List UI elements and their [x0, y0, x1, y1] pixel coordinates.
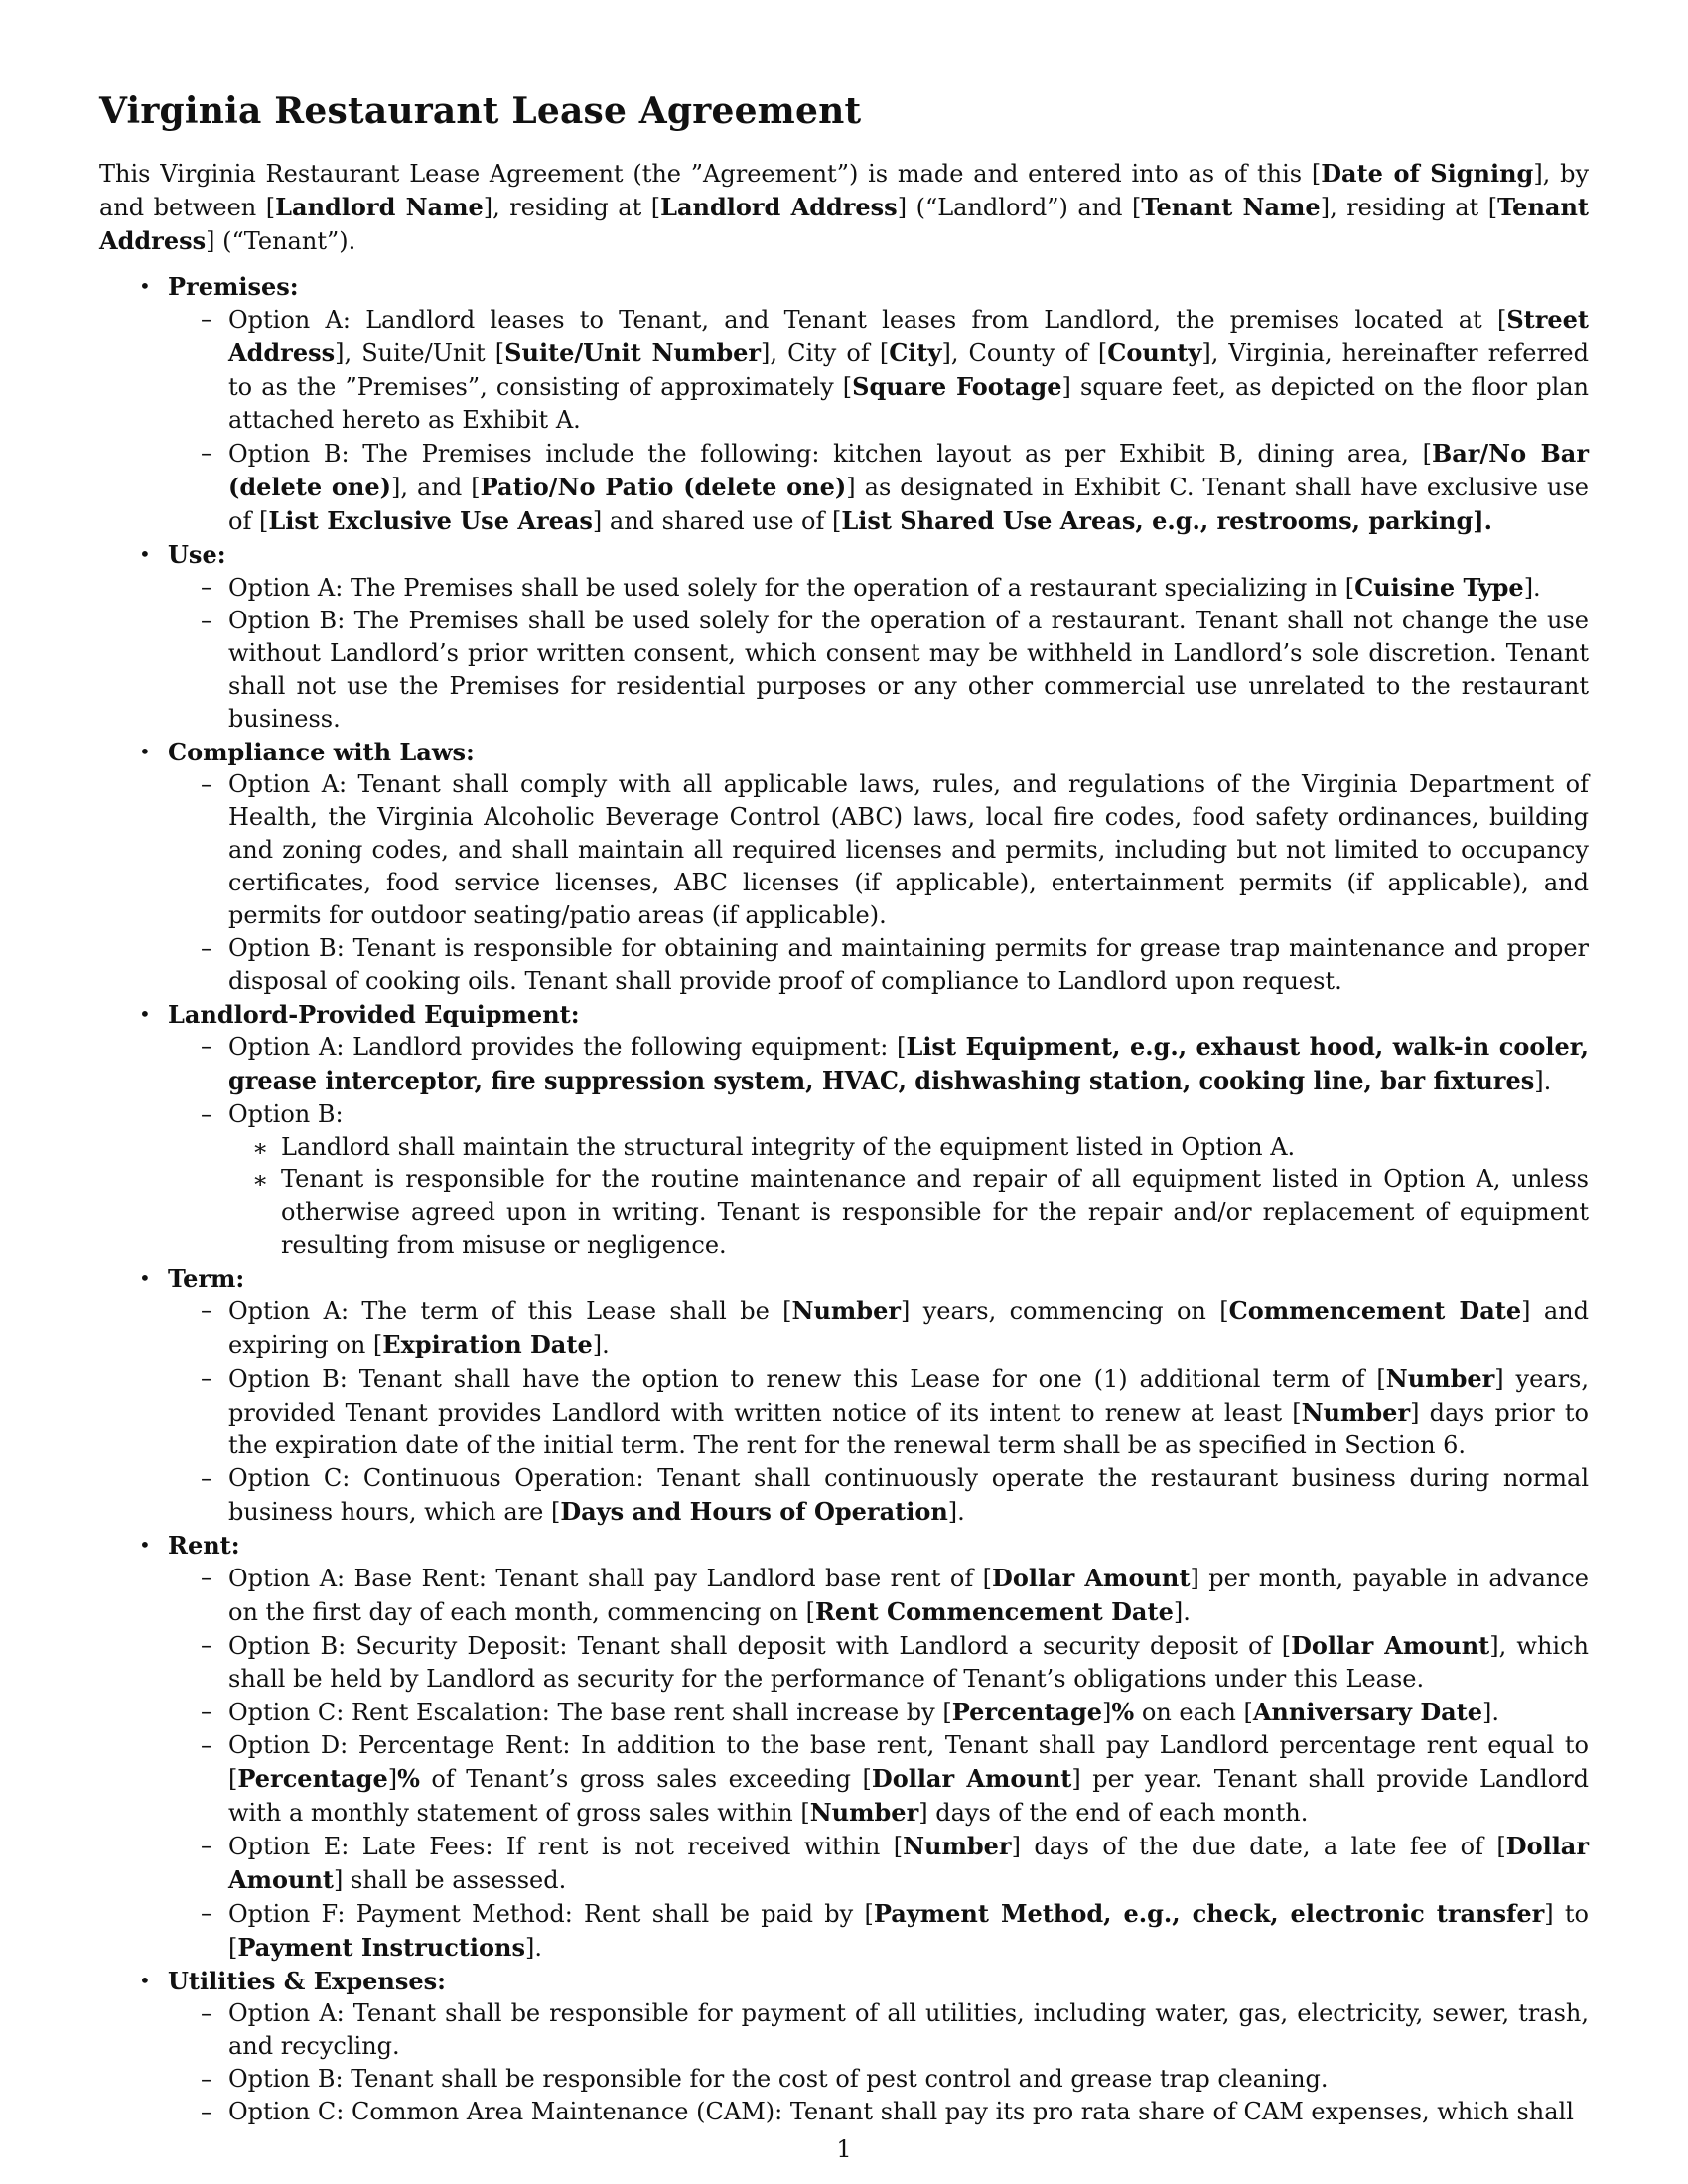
text-run: Option A: Landlord leases to Tenant, and Tenant leases from Landlord, the premises located at [ — [228, 306, 1507, 334]
option-list — [168, 768, 1589, 998]
option-text — [228, 1696, 1589, 1729]
text-run: ], Suite/Unit [ — [335, 340, 505, 367]
dash-icon: – — [201, 1464, 212, 1492]
placeholder-field: County — [1107, 339, 1202, 367]
placeholder-field: Number — [1385, 1364, 1495, 1393]
option-item — [168, 2096, 1589, 2128]
option-text — [228, 1362, 1589, 1462]
dash-icon: – — [201, 1832, 212, 1859]
text-run: Option A: Tenant shall comply with all applicable laws, rules, and regulations of the Virginia Department of Health, the Virginia Alcoholic Beverage Control (ABC) laws, local fire codes, food safety ordinances, building and zoning codes, and shall maintain all required licenses and permits, including but not limited to occupancy certificates, food service licenses, ABC licenses (if applicable), entertainment permits (if applicable), and permits for outdoor seating/patio areas (if applicable). — [228, 770, 1589, 929]
text-run: Option B: The Premises shall be used solely for the operation of a restaurant. Tenant shall not change the use without Landlord’s prior written consent, which consent may be withheld in Landlord’s sole discretion. Tenant shall not use the Premises for residential purposes or any other commercial use unrelated to the restaurant business. — [228, 607, 1589, 733]
text-run: ], which shall be held by Landlord as security for the performance of Tenant’s obligations under this Lease. — [228, 1632, 1589, 1693]
placeholder-field: Rent Commencement Date — [814, 1597, 1174, 1626]
placeholder-field: Dollar Amount — [228, 1832, 1589, 1894]
text-run: Option C: Rent Escalation: The base rent shall increase by [ — [228, 1699, 952, 1726]
placeholder-field: Number — [809, 1798, 919, 1827]
text-run: ] per year. Tenant shall provide Landlord with a monthly statement of gross sales within [ — [228, 1765, 1589, 1827]
option-item — [168, 1696, 1589, 1729]
placeholder-field: Bar/No Bar (delete one) — [228, 439, 1589, 501]
dash-icon: – — [201, 607, 212, 634]
dash-icon: – — [201, 770, 212, 798]
option-text — [228, 605, 1589, 736]
option-item — [168, 1897, 1589, 1965]
text-run: Option A: Tenant shall be responsible for payment of all utilities, including water, gas, electricity, sewer, trash, and recycling. — [228, 1999, 1589, 2060]
option-list — [168, 571, 1589, 736]
section-title: Compliance with Laws: — [168, 738, 475, 766]
placeholder-field: % — [397, 1764, 420, 1793]
option-item — [168, 1462, 1589, 1529]
dash-icon: – — [201, 2098, 212, 2125]
text-run: This Virginia Restaurant Lease Agreement (the ”Agreement”) is made and entered into as of this — [99, 160, 1312, 188]
placeholder-field: Cuisine Type — [1354, 573, 1524, 602]
dash-icon: – — [201, 1899, 212, 1927]
section-item — [99, 1965, 1589, 2128]
dash-icon: – — [201, 573, 212, 601]
section-title: Term: — [168, 1264, 245, 1293]
option-text — [228, 1897, 1589, 1965]
section-title: Use: — [168, 540, 226, 569]
text-run: Option F: Payment Method: Rent shall be paid by [ — [228, 1900, 874, 1928]
text-run: Option E: Late Fees: If rent is not received within [ — [228, 1833, 904, 1860]
text-run: ], County of [ — [941, 340, 1108, 367]
placeholder-field: Dollar Amount — [992, 1564, 1191, 1592]
bullet-icon: • — [139, 542, 151, 566]
option-text — [228, 571, 1589, 605]
option-text — [228, 768, 1589, 932]
text-run: ] days of the end of each month. — [918, 1799, 1309, 1827]
text-run: Option B: — [228, 1100, 344, 1128]
option-list — [168, 1997, 1589, 2128]
placeholder-field: Percentage — [237, 1764, 388, 1793]
placeholder-field: Tenant Address — [99, 193, 1589, 255]
sub-item-text: Tenant is responsible for the routine maintenance and repair of all equipment listed in Option A, unless otherwise agreed upon in writing. Tenant is responsible for the repair and/or replacement of equipment resulting from misuse or negligence. — [281, 1165, 1589, 1259]
dash-icon: – — [201, 1032, 212, 1060]
placeholder-field: Square Footage — [852, 372, 1062, 401]
section-item — [99, 1529, 1589, 1965]
dash-icon: – — [201, 1564, 212, 1591]
option-text — [228, 437, 1589, 538]
option-item — [168, 1729, 1589, 1830]
option-text — [228, 932, 1589, 998]
dash-icon: – — [201, 439, 212, 467]
section-title: Rent: — [168, 1531, 240, 1560]
document-title: Virginia Restaurant Lease Agreement — [99, 90, 862, 132]
section-list — [99, 270, 1589, 2128]
text-run: ] as designated in Exhibit C. Tenant shall have exclusive use of [ — [228, 474, 1589, 535]
placeholder-field: Anniversary Date — [1252, 1698, 1483, 1726]
text-run: Option A: The term of this Lease shall be [ — [228, 1297, 792, 1325]
placeholder-field: Dollar Amount — [1291, 1631, 1490, 1660]
placeholder-field: % — [1111, 1698, 1135, 1726]
text-run: Option B: Tenant is responsible for obtaining and maintaining permits for grease trap maintenance and proper disposal of cooking oils. Tenant shall provide proof of compliance to Landlord upon request. — [228, 934, 1589, 995]
bullet-icon: • — [139, 1002, 151, 1025]
text-run: ] and shared use of [ — [592, 507, 842, 535]
section-title: Utilities & Expenses: — [168, 1967, 446, 1995]
placeholder-field: List Equipment, e.g., exhaust hood, walk-in cooler, grease interceptor, fire suppression system, HVAC, dishwashing station, cooking line, bar fixtures — [228, 1032, 1589, 1095]
section-item — [99, 736, 1589, 998]
placeholder-field: Number — [903, 1832, 1012, 1860]
dash-icon: – — [201, 1631, 212, 1659]
option-list — [168, 1562, 1589, 1965]
dash-icon: – — [201, 1999, 212, 2027]
section-title: Premises: — [168, 272, 299, 301]
placeholder-field: Street Address — [228, 305, 1589, 367]
text-run: ], and [ — [391, 474, 481, 501]
text-run: Option A: Base Rent: Tenant shall pay Landlord base rent of [ — [228, 1565, 993, 1592]
text-run: ], residing at [ — [483, 194, 661, 221]
text-run: Option B: Tenant shall be responsible for the cost of pest control and grease trap cleaning. — [228, 2065, 1329, 2093]
option-text — [228, 1030, 1589, 1098]
dash-icon: – — [201, 1364, 212, 1392]
text-run: ] — [1102, 1699, 1112, 1726]
placeholder-field: Expiration Date — [382, 1330, 593, 1359]
text-run: on each [ — [1134, 1699, 1253, 1726]
option-list — [168, 1295, 1589, 1529]
text-run: ] (“Tenant”). — [206, 227, 356, 255]
text-run: ] days prior to the expiration date of the initial term. The rent for the renewal term shall be as specified in Section 6. — [228, 1399, 1590, 1459]
text-run: Option D: Percentage Rent: In addition to the base rent, Tenant shall pay Landlord percentage rent equal to [ — [228, 1731, 1589, 1793]
option-text — [228, 1629, 1589, 1696]
placeholder-field: Dollar Amount — [871, 1764, 1072, 1793]
text-run: ], Virginia, hereinafter referred to as the ”Premises”, consisting of approximately [ — [228, 340, 1589, 401]
text-run: ]. — [947, 1498, 965, 1526]
placeholder-field: Days and Hours of Operation — [560, 1497, 948, 1526]
bullet-icon: • — [139, 1533, 151, 1557]
bullet-icon: • — [139, 274, 151, 298]
option-text — [228, 1562, 1589, 1629]
section-item — [99, 998, 1589, 1262]
page-number: 1 — [836, 2135, 852, 2163]
text-run: ], residing at [ — [1320, 194, 1498, 221]
text-run: ], City of [ — [761, 340, 890, 367]
option-text — [228, 1098, 1589, 1131]
option-item — [168, 605, 1589, 736]
placeholder-field: Commencement Date — [1228, 1297, 1522, 1325]
option-item — [168, 1030, 1589, 1098]
sub-item — [228, 1163, 1589, 1262]
intro-paragraph — [99, 157, 1589, 258]
text-run: ] and expiring on [ — [228, 1297, 1589, 1359]
option-text — [228, 2096, 1589, 2128]
asterisk-icon: ∗ — [252, 1166, 269, 1194]
placeholder-field: List Exclusive Use Areas — [268, 506, 593, 535]
placeholder-field: Payment Instructions — [237, 1933, 525, 1962]
sub-item-text: Landlord shall maintain the structural integrity of the equipment listed in Option A. — [281, 1133, 1296, 1160]
dash-icon: – — [201, 1297, 212, 1324]
dash-icon: – — [201, 2065, 212, 2093]
placeholder-field: Payment Method, e.g., check, electronic transfer — [873, 1899, 1545, 1928]
option-item — [168, 768, 1589, 932]
text-run: ] per month, payable in advance on the first day of each month, commencing on [ — [228, 1565, 1589, 1626]
text-run: ] — [387, 1765, 398, 1793]
text-run: Option A: Landlord provides the following equipment: [ — [228, 1033, 907, 1061]
text-run: ], by and between [ — [99, 160, 1589, 221]
text-run: ]. — [1523, 574, 1541, 602]
text-run: ]. — [592, 1331, 610, 1359]
option-item — [168, 1362, 1589, 1462]
option-text — [228, 1462, 1589, 1529]
sub-item-list — [228, 1131, 1589, 1262]
option-text — [228, 303, 1589, 437]
text-run: ] square feet, as depicted on the floor plan attached hereto as Exhibit A. — [228, 373, 1590, 434]
text-run: Option C: Common Area Maintenance (CAM): Tenant shall pay its pro rata share of CAM expenses, which shall — [228, 2098, 1574, 2125]
option-item — [168, 1562, 1589, 1629]
option-text — [228, 1729, 1589, 1830]
placeholder-field: Landlord Name — [275, 193, 484, 221]
option-text — [228, 1295, 1589, 1362]
placeholder-field: Number — [1301, 1398, 1411, 1427]
text-run: Option B: Security Deposit: Tenant shall deposit with Landlord a security deposit of [ — [228, 1632, 1292, 1660]
section-item — [99, 270, 1589, 538]
text-run: Option A: The Premises shall be used solely for the operation of a restaurant specializing in [ — [228, 574, 1355, 602]
placeholder-field: Suite/Unit Number — [504, 339, 762, 367]
option-text — [228, 2063, 1589, 2096]
text-run: ] shall be assessed. — [334, 1866, 567, 1894]
text-run: ]. — [1482, 1699, 1500, 1726]
placeholder-field: Patio/No Patio (delete one) — [480, 473, 847, 501]
option-item — [168, 1830, 1589, 1897]
option-item — [168, 1295, 1589, 1362]
text-run: ] to [ — [228, 1900, 1589, 1962]
option-item — [168, 1098, 1589, 1262]
placeholder-field: Number — [791, 1297, 901, 1325]
text-run: ] days of the due date, a late fee of [ — [1011, 1833, 1506, 1860]
placeholder-field: Landlord Address — [660, 193, 898, 221]
text-run: ]. — [1173, 1598, 1191, 1626]
asterisk-icon: ∗ — [252, 1134, 269, 1161]
dash-icon: – — [201, 1100, 212, 1128]
option-item — [168, 1997, 1589, 2063]
option-item — [168, 2063, 1589, 2096]
text-run: Option B: Tenant shall have the option to renew this Lease for one (1) additional term of [ — [228, 1365, 1386, 1393]
placeholder-field: Percentage — [951, 1698, 1103, 1726]
option-text — [228, 1830, 1589, 1897]
section-item — [99, 538, 1589, 736]
text-run: [ — [1311, 160, 1322, 188]
option-list — [168, 1030, 1589, 1262]
placeholder-field: City — [889, 339, 942, 367]
option-item — [168, 932, 1589, 998]
text-run: ] years, commencing on [ — [901, 1297, 1229, 1325]
section-item — [99, 1262, 1589, 1529]
option-text — [228, 1997, 1589, 2063]
section-title: Landlord-Provided Equipment: — [168, 1000, 580, 1028]
bullet-icon: • — [139, 1266, 151, 1290]
placeholder-field: List Shared Use Areas, e.g., restrooms, parking]. — [841, 506, 1492, 535]
document-page — [99, 87, 1589, 2128]
dash-icon: – — [201, 1731, 212, 1759]
option-item — [168, 303, 1589, 437]
option-item — [168, 1629, 1589, 1696]
text-run: Option B: The Premises include the following: kitchen layout as per Exhibit B, dining area, [ — [228, 440, 1432, 468]
placeholder-field: Date of Signing — [1321, 159, 1534, 188]
text-run: ]. — [524, 1934, 542, 1962]
option-item — [168, 437, 1589, 538]
text-run: ] (“Landlord”) and [ — [897, 194, 1142, 221]
bullet-icon: • — [139, 1969, 151, 1992]
dash-icon: – — [201, 934, 212, 962]
text-run: ]. — [1534, 1067, 1552, 1095]
placeholder-field: Tenant Name — [1141, 193, 1321, 221]
text-run: Option C: Continuous Operation: Tenant shall continuously operate the restaurant business during normal business hours, which are [ — [228, 1464, 1589, 1526]
text-run: ] years, provided Tenant provides Landlord with written notice of its intent to renew at least [ — [228, 1365, 1589, 1427]
dash-icon: – — [201, 1698, 212, 1725]
bullet-icon: • — [139, 740, 151, 763]
option-list — [168, 303, 1589, 538]
option-item — [168, 571, 1589, 605]
text-run: of Tenant’s gross sales exceeding [ — [419, 1765, 872, 1793]
dash-icon: – — [201, 305, 212, 333]
sub-item — [228, 1131, 1589, 1163]
